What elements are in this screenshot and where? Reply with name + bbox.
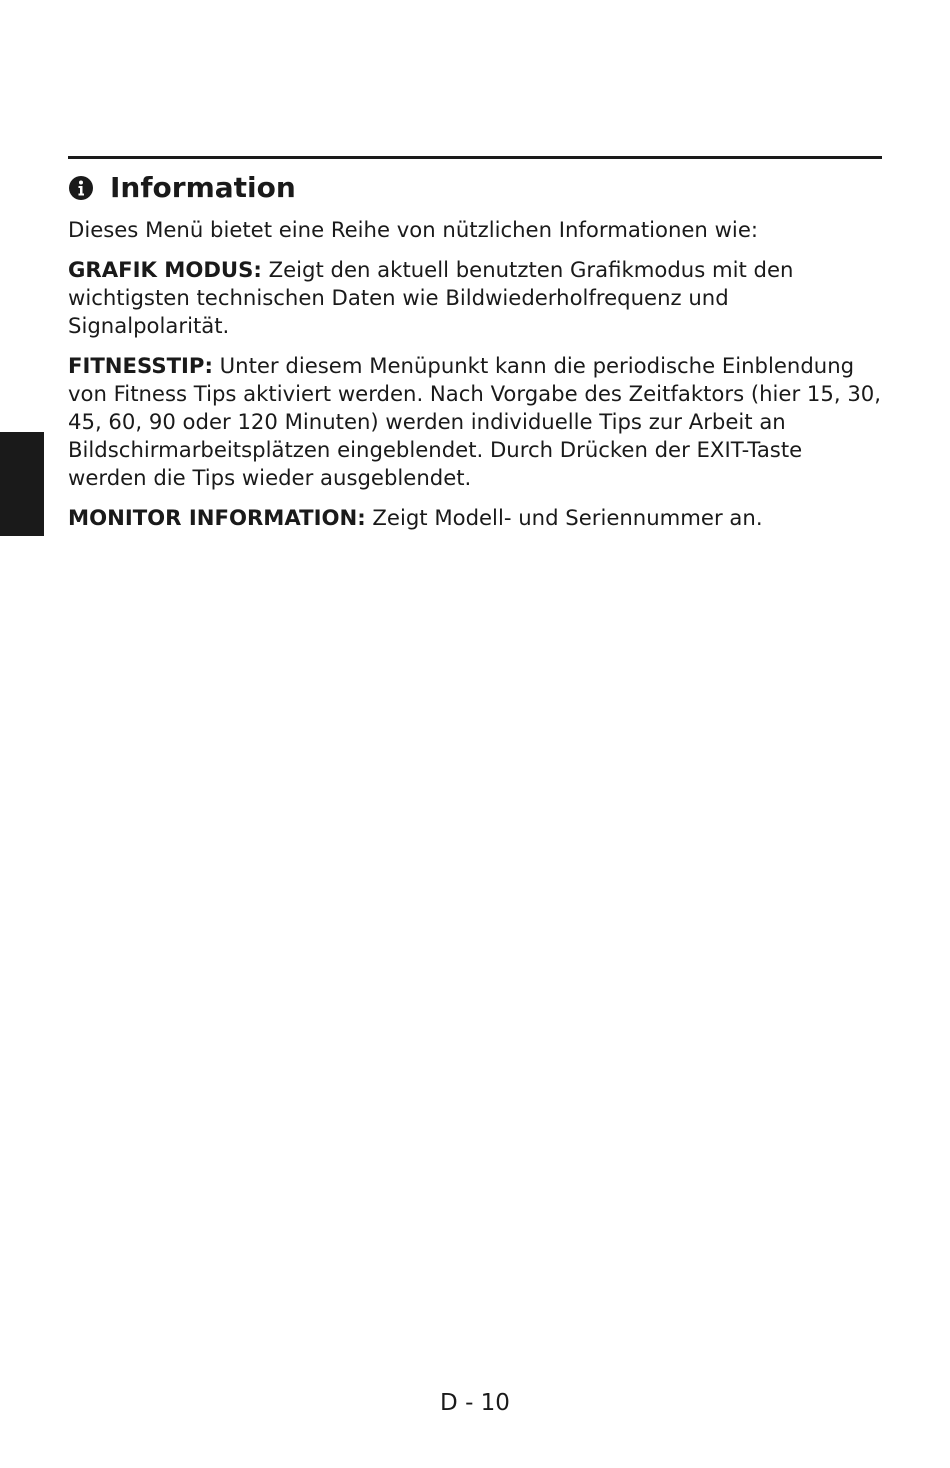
section-title: Information <box>110 171 296 204</box>
item-monitor-information <box>68 504 882 532</box>
intro-paragraph: Dieses Menü bietet eine Reihe von nützlichen Informationen wie: <box>68 217 758 242</box>
section-heading <box>68 170 296 206</box>
item-term: FITNESSTIP: <box>68 353 213 378</box>
info-icon <box>68 175 94 201</box>
chapter-tab-marker <box>0 432 44 536</box>
top-rule <box>68 156 882 159</box>
item-fitnesstip <box>68 352 882 492</box>
item-term: MONITOR INFORMATION: <box>68 505 366 530</box>
item-text: Zeigt Modell- und Seriennummer an. <box>365 505 763 530</box>
item-term: GRAFIK MODUS: <box>68 257 262 282</box>
item-text: Zeigt den aktuell benutzten Grafikmodus mit den wichtigsten technischen Daten wie Bildwiederholfrequenz und Signalpolarität. <box>68 257 794 338</box>
item-text: Unter diesem Menüpunkt kann die periodische Einblendung von Fitness Tips aktiviert werden. Nach Vorgabe des Zeitfaktors (hier 15, 30, 45, 60, 90 oder 120 Minuten) werden individuelle Tips zur Arbeit an Bildschirmarbeitsplätzen eingeblendet. Durch Drücken der EXIT-Taste werden die Tips wieder ausgeblendet. <box>68 353 882 490</box>
page-number: D - 10 <box>440 1390 510 1416</box>
item-grafik-modus <box>68 256 882 340</box>
section-body <box>68 216 882 544</box>
